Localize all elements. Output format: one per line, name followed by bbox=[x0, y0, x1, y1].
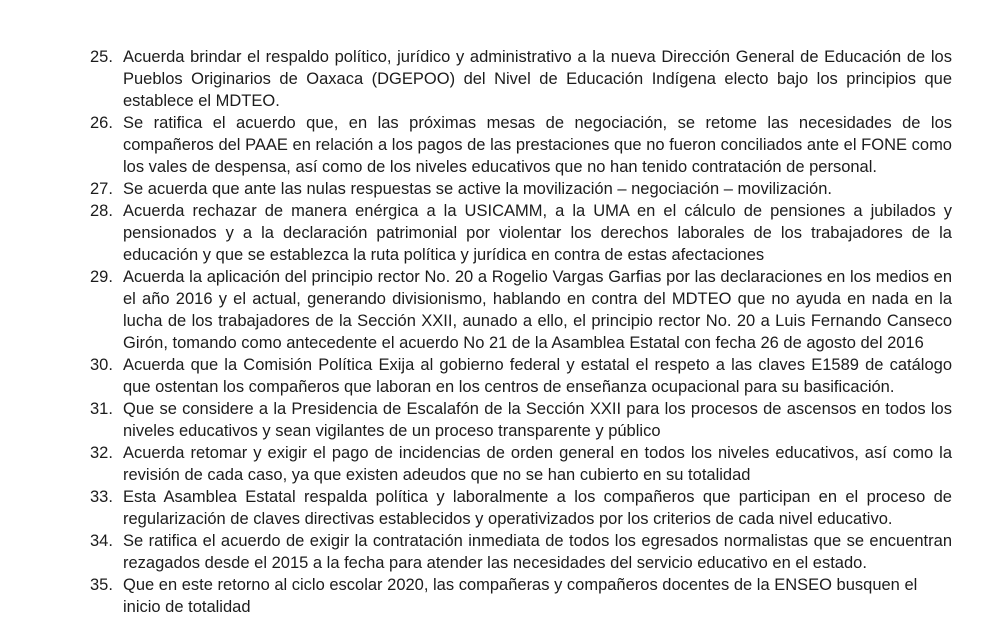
item-text: Acuerda retomar y exigir el pago de incidencias de orden general en todos los niveles educativos, así como la revisión de cada caso, ya que existen adeudos que no se han cubierto en su totalidad bbox=[123, 444, 952, 484]
item-text: Se ratifica el acuerdo de exigir la contratación inmediata de todos los egresados normalistas que se encuentran rezagados desde el 2015 a la fecha para atender las necesidades del servicio educativo en el estado. bbox=[123, 532, 952, 572]
list-item bbox=[90, 178, 952, 200]
item-text: Acuerda que la Comisión Política Exija al gobierno federal y estatal el respeto a las claves E1589 de catálogo que ostentan los compañeros que laboran en los centros de enseñanza ocupacional para su basificación. bbox=[123, 356, 952, 396]
item-number: 34. bbox=[90, 532, 113, 550]
item-text: Acuerda la aplicación del principio rector No. 20 a Rogelio Vargas Garfias por las declaraciones en los medios en el año 2016 y el actual, generando divisionismo, hablando en contra del MDTEO que no ayuda en nada en la lucha de los trabajadores de la Sección XXII, aunado a ello, el principio rector No. 20 a Luis Fernando Canseco Girón, tomando como antecedente el acuerdo No 21 de la Asamblea Estatal con fecha 26 de agosto del 2016 bbox=[123, 268, 952, 352]
list-item bbox=[90, 354, 952, 398]
item-number: 29. bbox=[90, 268, 113, 286]
list-item bbox=[90, 200, 952, 266]
item-text: Que en este retorno al ciclo escolar 2020, las compañeras y compañeros docentes de la ENSEO busquen el inicio de totalidad bbox=[123, 576, 918, 616]
item-text: Que se considere a la Presidencia de Escalafón de la Sección XXII para los procesos de ascensos en todos los niveles educativos y sean vigilantes de un proceso transparente y público bbox=[123, 400, 952, 440]
item-text: Se acuerda que ante las nulas respuestas se active la movilización – negociación – movilización. bbox=[123, 180, 832, 198]
item-number: 27. bbox=[90, 180, 113, 198]
item-text: Acuerda rechazar de manera enérgica a la USICAMM, a la UMA en el cálculo de pensiones a jubilados y pensionados y a la declaración patrimonial por violentar los derechos laborales de los trabajadores de la educación y que se establezca la ruta política y jurídica en contra de estas afectaciones bbox=[123, 202, 952, 264]
item-number: 33. bbox=[90, 488, 113, 506]
item-number: 25. bbox=[90, 48, 113, 66]
item-number: 26. bbox=[90, 114, 113, 132]
item-number: 30. bbox=[90, 356, 113, 374]
item-text: Esta Asamblea Estatal respalda política y laboralmente a los compañeros que participan en el proceso de regularización de claves directivas establecidos y operativizados por los criterios de cada nivel educativo. bbox=[123, 488, 952, 528]
item-text: Se ratifica el acuerdo que, en las próximas mesas de negociación, se retome las necesidades de los compañeros del PAAE en relación a los pagos de las prestaciones que no fueron conciliados ante el FONE como los vales de despensa, así como de los niveles educativos que no han tenido contratación de personal. bbox=[123, 114, 952, 176]
item-number: 32. bbox=[90, 444, 113, 462]
list-item bbox=[90, 442, 952, 486]
item-text: Acuerda brindar el respaldo político, jurídico y administrativo a la nueva Dirección General de Educación de los Pueblos Originarios de Oaxaca (DGEPOO) del Nivel de Educación Indígena electo bajo los principios que establece el MDTEO. bbox=[123, 48, 952, 110]
agreement-list bbox=[90, 46, 952, 618]
item-number: 28. bbox=[90, 202, 113, 220]
list-item bbox=[90, 486, 952, 530]
list-item bbox=[90, 266, 952, 354]
list-item bbox=[90, 530, 952, 574]
item-number: 35. bbox=[90, 576, 113, 594]
list-item bbox=[90, 46, 952, 112]
list-item bbox=[90, 398, 952, 442]
item-number: 31. bbox=[90, 400, 113, 418]
list-item bbox=[90, 574, 952, 618]
list-item bbox=[90, 112, 952, 178]
